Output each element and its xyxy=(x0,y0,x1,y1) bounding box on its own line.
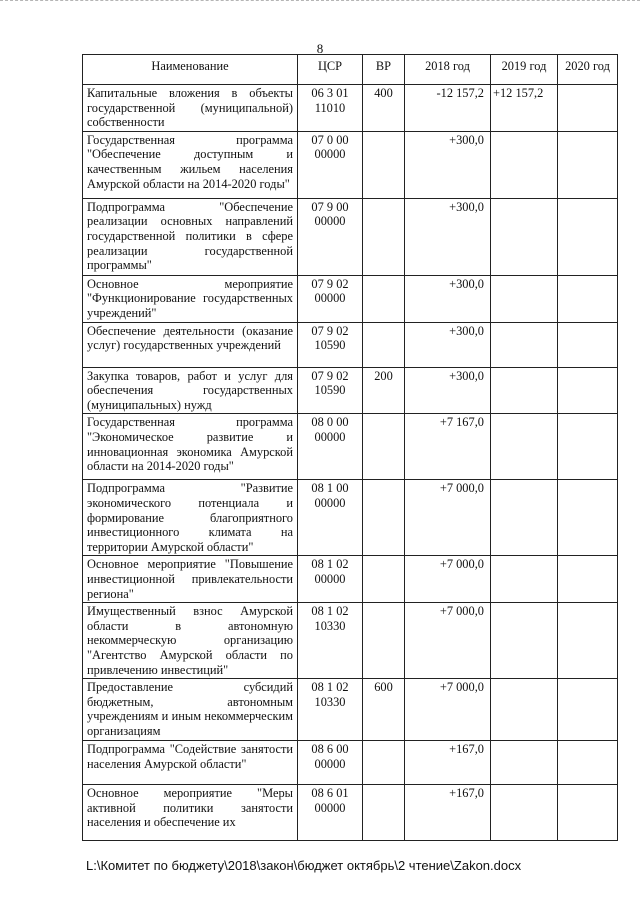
row-vr xyxy=(363,198,405,275)
row-csr: 07 9 00 00000 xyxy=(298,198,363,275)
row-2019 xyxy=(491,414,558,480)
table-header-row xyxy=(83,55,618,85)
row-vr xyxy=(363,414,405,480)
row-vr: 200 xyxy=(363,367,405,414)
row-2020 xyxy=(558,741,618,785)
budget-table xyxy=(82,54,618,841)
row-2018: +300,0 xyxy=(405,131,491,198)
table-row xyxy=(83,322,618,367)
row-2018: +167,0 xyxy=(405,785,491,841)
row-vr xyxy=(363,322,405,367)
row-2018: +7 000,0 xyxy=(405,556,491,603)
row-2020 xyxy=(558,679,618,741)
table-row xyxy=(83,679,618,741)
row-vr xyxy=(363,785,405,841)
table-row xyxy=(83,198,618,275)
row-name: Подпрограмма "Содействие занятости населения Амурской области" xyxy=(83,741,298,785)
table-row xyxy=(83,367,618,414)
row-2018: +7 167,0 xyxy=(405,414,491,480)
row-csr: 08 0 00 00000 xyxy=(298,414,363,480)
row-vr xyxy=(363,603,405,679)
row-name: Государственная программа "Экономическое развитие и инновационная экономика Амурской области на 2014-2020 годы" xyxy=(83,414,298,480)
row-name: Основное мероприятие "Функционирование государственных учреждений" xyxy=(83,275,298,322)
table-row xyxy=(83,556,618,603)
row-2018: +300,0 xyxy=(405,275,491,322)
row-2018: +300,0 xyxy=(405,367,491,414)
row-2019: +12 157,2 xyxy=(491,85,558,132)
header-name: Наименование xyxy=(83,55,298,85)
row-2020 xyxy=(558,414,618,480)
row-name: Закупка товаров, работ и услуг для обеспечения государственных (муниципальных) нужд xyxy=(83,367,298,414)
page-number: 8 xyxy=(316,41,324,56)
header-csr: ЦСР xyxy=(298,55,363,85)
row-2020 xyxy=(558,367,618,414)
row-2020 xyxy=(558,85,618,132)
header-vr: ВР xyxy=(363,55,405,85)
row-2018: -12 157,2 xyxy=(405,85,491,132)
row-vr: 600 xyxy=(363,679,405,741)
row-2018: +167,0 xyxy=(405,741,491,785)
row-2019 xyxy=(491,275,558,322)
row-2019 xyxy=(491,785,558,841)
row-name: Предоставление субсидий бюджетным, автономным учреждениям и иным некоммерческим организациям xyxy=(83,679,298,741)
row-2020 xyxy=(558,275,618,322)
row-2019 xyxy=(491,603,558,679)
row-2018: +7 000,0 xyxy=(405,679,491,741)
row-2019 xyxy=(491,131,558,198)
row-name: Обеспечение деятельности (оказание услуг) государственных учреждений xyxy=(83,322,298,367)
table-row xyxy=(83,131,618,198)
row-csr: 07 9 02 10590 xyxy=(298,322,363,367)
top-cut-line xyxy=(0,0,640,4)
row-csr: 08 6 01 00000 xyxy=(298,785,363,841)
row-csr: 07 9 02 00000 xyxy=(298,275,363,322)
row-2019 xyxy=(491,741,558,785)
row-csr: 07 9 02 10590 xyxy=(298,367,363,414)
table-row xyxy=(83,275,618,322)
row-2019 xyxy=(491,556,558,603)
row-csr: 07 0 00 00000 xyxy=(298,131,363,198)
header-2018: 2018 год xyxy=(405,55,491,85)
row-name: Государственная программа "Обеспечение доступным и качественным жильем населения Амурской области на 2014-2020 годы" xyxy=(83,131,298,198)
header-2020: 2020 год xyxy=(558,55,618,85)
header-2019: 2019 год xyxy=(491,55,558,85)
row-csr: 08 1 02 10330 xyxy=(298,679,363,741)
row-name: Основное мероприятие "Повышение инвестиционной привлекательности региона" xyxy=(83,556,298,603)
row-name: Подпрограмма "Развитие экономического потенциала и формирование благоприятного инвестиционного климата на территории Амурской области" xyxy=(83,480,298,556)
row-name: Подпрограмма "Обеспечение реализации основных направлений государственной политики в сфере реализации государственной программы" xyxy=(83,198,298,275)
row-vr xyxy=(363,556,405,603)
row-2019 xyxy=(491,367,558,414)
row-2020 xyxy=(558,198,618,275)
row-csr: 06 3 01 11010 xyxy=(298,85,363,132)
row-name: Имущественный взнос Амурской области в автономную некоммерческую организацию "Агентство Амурской области по привлечению инвестиций" xyxy=(83,603,298,679)
row-csr: 08 1 02 00000 xyxy=(298,556,363,603)
table-row xyxy=(83,785,618,841)
row-name: Капитальные вложения в объекты государственной (муниципальной) собственности xyxy=(83,85,298,132)
row-2020 xyxy=(558,603,618,679)
row-2018: +300,0 xyxy=(405,198,491,275)
row-2019 xyxy=(491,322,558,367)
row-2020 xyxy=(558,131,618,198)
row-2019 xyxy=(491,198,558,275)
row-2018: +7 000,0 xyxy=(405,480,491,556)
table-row xyxy=(83,603,618,679)
row-csr: 08 1 00 00000 xyxy=(298,480,363,556)
row-vr xyxy=(363,131,405,198)
table-row xyxy=(83,741,618,785)
row-2020 xyxy=(558,480,618,556)
row-csr: 08 1 02 10330 xyxy=(298,603,363,679)
row-2020 xyxy=(558,785,618,841)
row-vr xyxy=(363,741,405,785)
row-2020 xyxy=(558,322,618,367)
row-vr xyxy=(363,480,405,556)
file-path-footer: L:\Комитет по бюджету\2018\закон\бюджет октябрь\2 чтение\Zakon.docx xyxy=(86,858,522,873)
row-2018: +7 000,0 xyxy=(405,603,491,679)
table-row xyxy=(83,414,618,480)
row-vr: 400 xyxy=(363,85,405,132)
row-csr: 08 6 00 00000 xyxy=(298,741,363,785)
row-2020 xyxy=(558,556,618,603)
table-row xyxy=(83,85,618,132)
row-2018: +300,0 xyxy=(405,322,491,367)
row-2019 xyxy=(491,480,558,556)
row-name: Основное мероприятие "Меры активной политики занятости населения и обеспечение их xyxy=(83,785,298,841)
table-row xyxy=(83,480,618,556)
row-2019 xyxy=(491,679,558,741)
row-vr xyxy=(363,275,405,322)
